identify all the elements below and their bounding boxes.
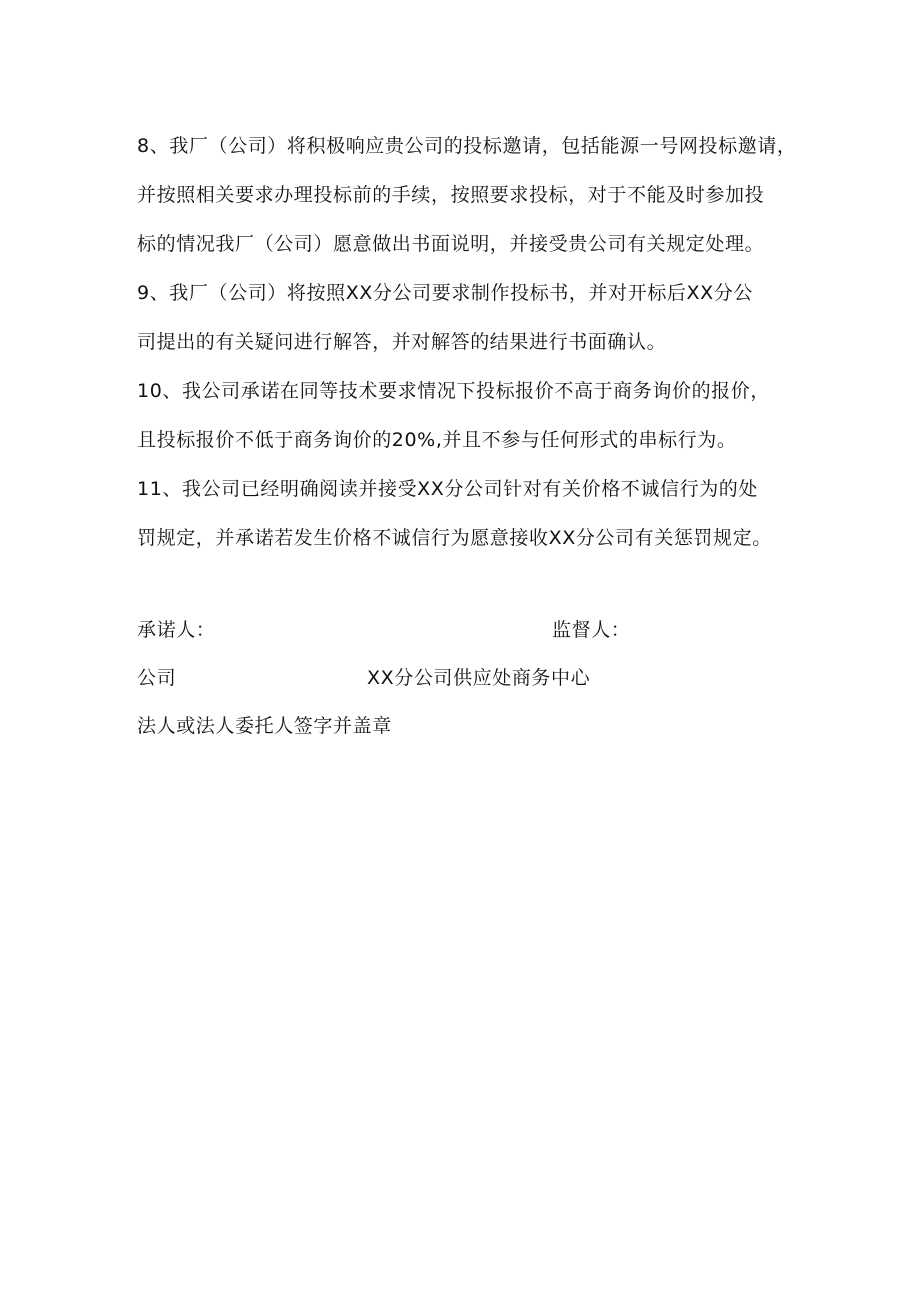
document-body — [137, 128, 807, 569]
paragraph-11-line-2: 罚规定，并承诺若发生价格不诚信行为愿意接收XX分公司有关惩罚规定。 — [137, 527, 772, 549]
paragraph-9-line-2: 司提出的有关疑问进行解答，并对解答的结果进行书面确认。 — [137, 331, 667, 353]
supervisor-label: 监督人： — [552, 619, 631, 641]
promisor-label: 承诺人： — [137, 619, 216, 641]
paragraph-9-line-1: 9、我厂（公司）将按照XX分公司要求制作投标书，并对开标后XX分公 — [137, 282, 753, 304]
paragraph-8-line-2: 并按照相关要求办理投标前的手续，按照要求投标，对于不能及时参加投 — [137, 184, 765, 206]
paragraph-8-line-1: 8、我厂（公司）将积极响应贵公司的投标邀请，包括能源一号网投标邀请， — [137, 135, 797, 157]
signature-block — [137, 612, 807, 756]
legal-signature-label: 法人或法人委托人签字并盖章 — [137, 715, 392, 737]
paragraph-10-line-2: 且投标报价不低于商务询价的20%,并且不参与任何形式的串标行为。 — [137, 429, 737, 451]
signature-labels-row — [137, 612, 807, 660]
company-label: 公司 — [137, 667, 177, 689]
paragraph-10-line-1: 10、我公司承诺在同等技术要求情况下投标报价不高于商务询价的报价， — [137, 380, 770, 402]
signature-legal-row — [137, 708, 807, 756]
paragraph-8-line-3: 标的情况我厂（公司）愿意做出书面说明，并接受贵公司有关规定处理。 — [137, 233, 765, 255]
paragraph-11-line-1: 11、我公司已经明确阅读并接受XX分公司针对有关价格不诚信行为的处 — [137, 478, 759, 500]
signature-company-row — [137, 660, 807, 708]
supervisor-organization: XX分公司供应处商务中心 — [367, 667, 591, 689]
